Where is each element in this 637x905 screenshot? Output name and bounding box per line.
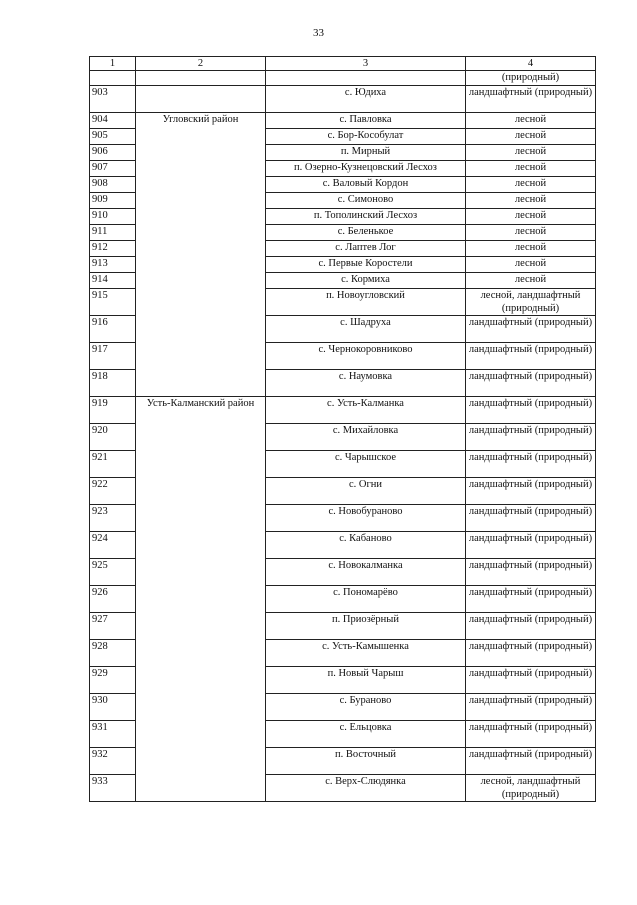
row-number-cell: 903 xyxy=(90,86,136,113)
settlement-cell: с. Юдиха xyxy=(266,86,466,113)
zone-type-cell: лесной xyxy=(466,129,596,145)
settlement-cell: с. Кормиха xyxy=(266,273,466,289)
zone-type-cell: ландшафтный (природный) xyxy=(466,667,596,694)
row-number-cell: 929 xyxy=(90,667,136,694)
row-number-cell xyxy=(90,71,136,86)
row-number-cell: 917 xyxy=(90,343,136,370)
settlement-cell: с. Чернокоровниково xyxy=(266,343,466,370)
zone-type-cell: лесной xyxy=(466,225,596,241)
zone-type-cell: ландшафтный (природный) xyxy=(466,748,596,775)
row-number-cell: 907 xyxy=(90,161,136,177)
column-header: 1 xyxy=(90,57,136,71)
settlement-cell: п. Озерно-Кузнецовский Лесхоз xyxy=(266,161,466,177)
row-number-cell: 916 xyxy=(90,316,136,343)
row-number-cell: 919 xyxy=(90,397,136,424)
settlement-table xyxy=(89,56,596,802)
settlement-cell: с. Михайловка xyxy=(266,424,466,451)
row-number-cell: 908 xyxy=(90,177,136,193)
settlement-cell: с. Бор-Кособулат xyxy=(266,129,466,145)
zone-type-cell: ландшафтный (природный) xyxy=(466,559,596,586)
zone-type-cell: лесной xyxy=(466,177,596,193)
table-row-continuation xyxy=(90,71,596,86)
settlement-cell: с. Шадруха xyxy=(266,316,466,343)
zone-type-cell: лесной xyxy=(466,273,596,289)
zone-type-cell: ландшафтный (природный) xyxy=(466,343,596,370)
settlement-cell: с. Ельцовка xyxy=(266,721,466,748)
district-cell: Усть-Калманский район xyxy=(136,397,266,802)
zone-type-cell: лесной xyxy=(466,193,596,209)
settlement-cell: с. Чарышское xyxy=(266,451,466,478)
settlement-cell: с. Новобураново xyxy=(266,505,466,532)
zone-type-cell: лесной xyxy=(466,145,596,161)
district-cell xyxy=(136,71,266,86)
zone-type-cell: ландшафтный (природный) xyxy=(466,505,596,532)
settlement-cell: с. Усть-Камышенка xyxy=(266,640,466,667)
row-number-cell: 930 xyxy=(90,694,136,721)
row-number-cell: 920 xyxy=(90,424,136,451)
settlement-cell: п. Мирный xyxy=(266,145,466,161)
row-number-cell: 915 xyxy=(90,289,136,316)
zone-type-cell: лесной, ландшафтный (природный) xyxy=(466,775,596,802)
row-number-cell: 904 xyxy=(90,113,136,129)
row-number-cell: 925 xyxy=(90,559,136,586)
settlement-cell: с. Беленькое xyxy=(266,225,466,241)
settlement-cell: п. Новый Чарыш xyxy=(266,667,466,694)
column-header: 3 xyxy=(266,57,466,71)
settlement-cell: с. Новокалманка xyxy=(266,559,466,586)
zone-type-cell: ландшафтный (природный) xyxy=(466,451,596,478)
settlement-cell: с. Наумовка xyxy=(266,370,466,397)
table-header-row xyxy=(90,57,596,71)
row-number-cell: 924 xyxy=(90,532,136,559)
zone-type-cell: ландшафтный (природный) xyxy=(466,721,596,748)
row-number-cell: 923 xyxy=(90,505,136,532)
settlement-cell: с. Пономарёво xyxy=(266,586,466,613)
district-cell xyxy=(136,86,266,113)
zone-type-cell: лесной xyxy=(466,209,596,225)
row-number-cell: 928 xyxy=(90,640,136,667)
table-row xyxy=(90,397,596,424)
row-number-cell: 911 xyxy=(90,225,136,241)
zone-type-cell: ландшафтный (природный) xyxy=(466,424,596,451)
zone-type-cell: (природный) xyxy=(466,71,596,86)
settlement-cell: с. Верх-Слюдянка xyxy=(266,775,466,802)
settlement-cell: п. Тополинский Лесхоз xyxy=(266,209,466,225)
zone-type-cell: ландшафтный (природный) xyxy=(466,316,596,343)
settlement-cell: с. Огни xyxy=(266,478,466,505)
zone-type-cell: ландшафтный (природный) xyxy=(466,86,596,113)
row-number-cell: 922 xyxy=(90,478,136,505)
row-number-cell: 931 xyxy=(90,721,136,748)
row-number-cell: 914 xyxy=(90,273,136,289)
settlement-cell: с. Первые Коростели xyxy=(266,257,466,273)
settlement-cell: п. Восточный xyxy=(266,748,466,775)
settlement-cell: с. Павловка xyxy=(266,113,466,129)
page-number: 33 xyxy=(313,27,324,39)
settlement-cell: с. Усть-Калманка xyxy=(266,397,466,424)
zone-type-cell: ландшафтный (природный) xyxy=(466,370,596,397)
settlement-cell: с. Симоново xyxy=(266,193,466,209)
row-number-cell: 932 xyxy=(90,748,136,775)
column-header: 4 xyxy=(466,57,596,71)
row-number-cell: 926 xyxy=(90,586,136,613)
zone-type-cell: ландшафтный (природный) xyxy=(466,586,596,613)
row-number-cell: 933 xyxy=(90,775,136,802)
zone-type-cell: ландшафтный (природный) xyxy=(466,694,596,721)
settlement-cell: с. Бураново xyxy=(266,694,466,721)
zone-type-cell: ландшафтный (природный) xyxy=(466,397,596,424)
table-row xyxy=(90,113,596,129)
zone-type-cell: лесной xyxy=(466,257,596,273)
zone-type-cell: лесной xyxy=(466,113,596,129)
row-number-cell: 913 xyxy=(90,257,136,273)
row-number-cell: 906 xyxy=(90,145,136,161)
settlement-cell: с. Кабаново xyxy=(266,532,466,559)
settlement-cell xyxy=(266,71,466,86)
zone-type-cell: лесной xyxy=(466,161,596,177)
table-row xyxy=(90,86,596,113)
zone-type-cell: ландшафтный (природный) xyxy=(466,478,596,505)
settlement-cell: с. Лаптев Лог xyxy=(266,241,466,257)
zone-type-cell: лесной xyxy=(466,241,596,257)
settlement-cell: п. Приозёрный xyxy=(266,613,466,640)
settlement-cell: п. Новоугловский xyxy=(266,289,466,316)
row-number-cell: 927 xyxy=(90,613,136,640)
row-number-cell: 918 xyxy=(90,370,136,397)
row-number-cell: 921 xyxy=(90,451,136,478)
row-number-cell: 909 xyxy=(90,193,136,209)
zone-type-cell: ландшафтный (природный) xyxy=(466,532,596,559)
row-number-cell: 912 xyxy=(90,241,136,257)
row-number-cell: 905 xyxy=(90,129,136,145)
zone-type-cell: ландшафтный (природный) xyxy=(466,640,596,667)
zone-type-cell: лесной, ландшафтный (природный) xyxy=(466,289,596,316)
row-number-cell: 910 xyxy=(90,209,136,225)
district-cell: Угловский район xyxy=(136,113,266,397)
zone-type-cell: ландшафтный (природный) xyxy=(466,613,596,640)
column-header: 2 xyxy=(136,57,266,71)
settlement-cell: с. Валовый Кордон xyxy=(266,177,466,193)
